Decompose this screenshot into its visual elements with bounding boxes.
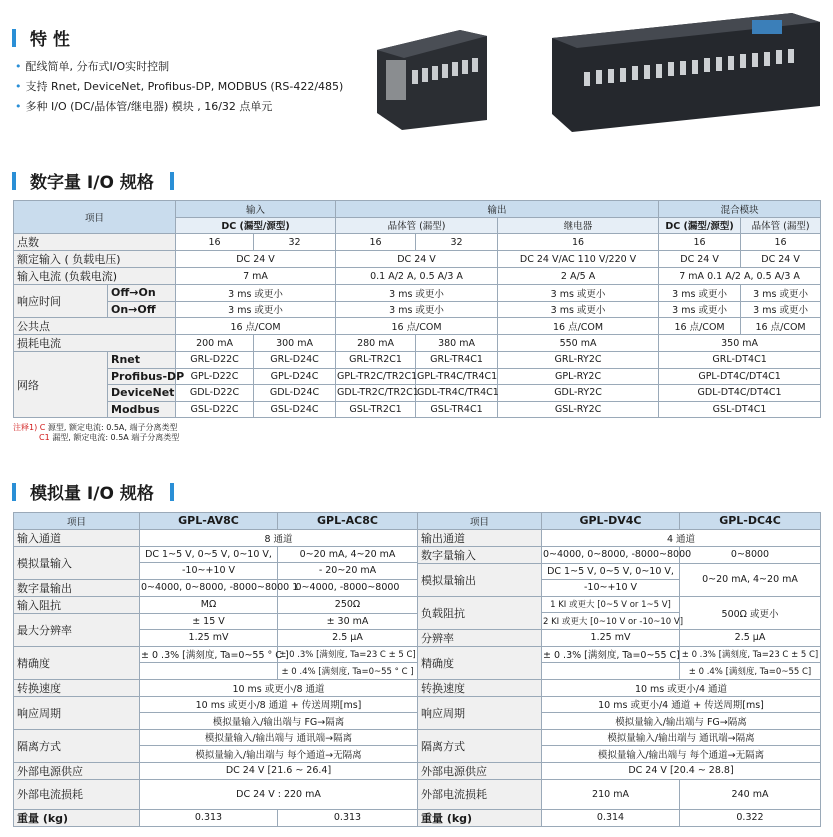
table-cell: ± 30 mA	[278, 613, 418, 630]
table-cell: 2 A/5 A	[498, 268, 659, 285]
table-cell: - 20~20 mA	[278, 563, 418, 580]
table-cell: 0.314	[542, 809, 680, 826]
table-cell: GSL-RY2C	[498, 401, 659, 418]
table-cell: GPL-D22C	[176, 368, 254, 385]
table-cell: GPL-D24C	[254, 368, 336, 385]
table-cell: 模拟量输入/输出端与 FG→隔离	[542, 713, 821, 730]
table-cell: 300 mA	[254, 335, 336, 352]
table-row	[14, 301, 821, 318]
table-cell: 2.5 μA	[278, 630, 418, 647]
table-cell: 3 ms 或更小	[176, 285, 336, 302]
table-cell: 7 mA 0.1 A/2 A, 0.5 A/3 A	[659, 268, 821, 285]
table-cell: 数字量输入	[418, 546, 542, 563]
table-cell: ± 15 V	[140, 613, 278, 630]
table-row	[14, 268, 821, 285]
table-cell: GRL-TR2C1	[336, 352, 416, 369]
table-cell: 模拟量输入/输出端与 FG→隔离	[140, 713, 418, 730]
features-list	[15, 57, 343, 117]
header-input: 输入	[176, 201, 336, 218]
feature-item: • 多种 I/O (DC/晶体管/继电器) 模块 , 16/32 点单元	[15, 97, 343, 117]
table-cell: 2.5 μA	[680, 629, 821, 646]
table-cell: 0~8000	[680, 546, 821, 563]
table-cell: ± 0 .3% [满刻度, Ta=0~55 C]	[542, 646, 680, 663]
table-row	[14, 729, 418, 746]
table-cell: 项目	[14, 513, 140, 530]
table-cell: 16 点/COM	[176, 318, 336, 335]
table-cell: 输出通道	[418, 529, 542, 546]
table-cell: 7 mA	[176, 268, 336, 285]
table-row	[418, 513, 821, 530]
table-row	[14, 385, 821, 402]
table-row	[14, 251, 821, 268]
table-cell: 模拟量输入/输出端与 每个通道→无隔离	[542, 746, 821, 763]
table-cell: GDL-D22C	[176, 385, 254, 402]
table-cell: 3 ms 或更小	[336, 285, 498, 302]
table-row	[14, 401, 821, 418]
table-cell: DC 24 V [20.4 ~ 28.8]	[542, 762, 821, 779]
table-cell: GDL-D24C	[254, 385, 336, 402]
header-mixed-dc: DC (漏型/源型)	[659, 217, 741, 234]
table-cell: ± 0 .3% [满刻度, Ta=23 C ± 5 C]	[278, 646, 418, 663]
table-cell: 分辨率	[418, 629, 542, 646]
table-cell: 网络	[14, 352, 108, 418]
table-cell: Profibus-DP	[108, 368, 176, 385]
table-cell: GRL-RY2C	[498, 352, 659, 369]
table-cell: 1 KΙ 或更大 [0~5 V or 1~5 V]	[542, 596, 680, 613]
table-cell: 280 mA	[336, 335, 416, 352]
table-row	[14, 285, 821, 302]
table-cell: GPL-TR4C/TR4C1	[416, 368, 498, 385]
table-row	[418, 762, 821, 779]
table-row	[418, 729, 821, 746]
header-mixed-tr: 晶体管 (漏型)	[741, 217, 821, 234]
table-cell: 输入电流 (负载电流)	[14, 268, 176, 285]
table-row	[14, 596, 418, 613]
analog-title: 模拟量 I/O 规格	[12, 479, 174, 504]
table-cell: 16 点/COM	[741, 318, 821, 335]
table-cell: 3 ms 或更小	[498, 285, 659, 302]
table-row	[418, 779, 821, 809]
table-cell: 转换速度	[14, 679, 140, 696]
table-cell: DC 24 V [21.6 ~ 26.4]	[140, 762, 418, 779]
table-cell: GPL-DT4C/DT4C1	[659, 368, 821, 385]
table-cell: GDL-RY2C	[498, 385, 659, 402]
table-cell: 10 ms 或更小/8 通道	[140, 679, 418, 696]
table-cell: DC 24 V	[176, 251, 336, 268]
header-output: 输出	[336, 201, 659, 218]
table-cell: 350 mA	[659, 335, 821, 352]
analog-input-table	[13, 512, 418, 827]
table-cell: DC 24 V	[336, 251, 498, 268]
table-cell: 500Ω 或更小	[680, 596, 821, 629]
table-cell: DC 24 V/AC 110 V/220 V	[498, 251, 659, 268]
table-cell: 精确度	[418, 646, 542, 679]
table-cell: 10 ms 或更小/4 通道	[542, 679, 821, 696]
table-cell: GDL-TR4C/TR4C1	[416, 385, 498, 402]
table-cell: 0~4000, 0~8000, -8000~8000 1	[140, 579, 278, 596]
table-cell: 3 ms 或更小	[741, 301, 821, 318]
table-cell: 550 mA	[498, 335, 659, 352]
table-cell: 32	[254, 234, 336, 251]
table-cell: 重量 (kg)	[14, 809, 140, 826]
table-cell: GPL-RY2C	[498, 368, 659, 385]
table-cell: DC 24 V	[741, 251, 821, 268]
table-cell: 0~4000, 0~8000, -8000~8000	[542, 546, 680, 563]
table-cell: DC 24 V	[659, 251, 741, 268]
table-cell: GSL-DT4C1	[659, 401, 821, 418]
analog-output-table	[417, 512, 821, 827]
table-row	[14, 696, 418, 713]
table-cell: 最大分辨率	[14, 613, 140, 646]
table-cell: 输入阻抗	[14, 596, 140, 613]
table-row	[14, 613, 418, 630]
feature-item: • 支持 Rnet, DeviceNet, Profibus-DP, MODBUS (RS-422/485)	[15, 77, 343, 97]
table-cell: 16 点/COM	[498, 318, 659, 335]
table-cell: 3 ms 或更小	[659, 285, 741, 302]
table-cell	[542, 663, 680, 680]
table-cell: 32	[416, 234, 498, 251]
table-row	[418, 596, 821, 613]
header-transistor: 晶体管 (漏型)	[336, 217, 498, 234]
table-row	[418, 679, 821, 696]
table-cell: GDL-DT4C/DT4C1	[659, 385, 821, 402]
table-row	[14, 779, 418, 809]
table-cell: 外部电流损耗	[14, 779, 140, 809]
table-cell: DeviceNet	[108, 385, 176, 402]
header-relay: 继电器	[498, 217, 659, 234]
table-cell: 模拟量输出	[418, 563, 542, 596]
table-cell: GPL-DV4C	[542, 513, 680, 530]
table-cell: 0~20 mA, 4~20 mA	[278, 546, 418, 563]
table-row	[418, 529, 821, 546]
header-mixed: 混合模块	[659, 201, 821, 218]
table-cell: 0.1 A/2 A, 0.5 A/3 A	[336, 268, 498, 285]
table-cell: 8 通道	[140, 529, 418, 546]
table-cell: On→Off	[108, 301, 176, 318]
table-cell: 250Ω	[278, 596, 418, 613]
table-cell: 隔离方式	[14, 729, 140, 762]
table-cell: 项目	[418, 513, 542, 530]
table-cell: 模拟量输入	[14, 546, 140, 579]
table-cell: 0.322	[680, 809, 821, 826]
table-cell: 16	[659, 234, 741, 251]
table-cell: 0.313	[278, 809, 418, 826]
table-cell: 响应时间	[14, 285, 108, 318]
table-row	[418, 696, 821, 713]
table-cell	[140, 663, 278, 680]
table-cell: ± 0 .4% [满刻度, Ta=0~55 C]	[680, 663, 821, 680]
table-cell: 210 mA	[542, 779, 680, 809]
digital-notes: 注释1) C 源型, 额定电流: 0.5A, 端子分离类型 C1 漏型, 额定电流: 0.5A 端子分离类型	[13, 423, 180, 442]
header-dc: DC (漏型/源型)	[176, 217, 336, 234]
table-cell: -10~+10 V	[542, 580, 680, 597]
table-row	[418, 646, 821, 663]
table-cell: MΩ	[140, 596, 278, 613]
table-cell: 外部电源供应	[418, 762, 542, 779]
table-row	[14, 762, 418, 779]
table-cell: 16	[498, 234, 659, 251]
table-row	[14, 368, 821, 385]
feature-item: • 配线简单, 分布式I/O实时控制	[15, 57, 343, 77]
table-cell: 10 ms 或更小/8 通道 + 传送周期[ms]	[140, 696, 418, 713]
table-cell: GRL-DT4C1	[659, 352, 821, 369]
table-row	[14, 529, 418, 546]
table-cell: 精确度	[14, 646, 140, 679]
table-cell: 隔离方式	[418, 729, 542, 762]
table-cell: 1.25 mV	[542, 629, 680, 646]
table-cell: 16	[741, 234, 821, 251]
table-cell: GSL-D24C	[254, 401, 336, 418]
features-title: 特 性	[12, 25, 70, 50]
table-cell: 模拟量输入/输出端与 通讯端→隔离	[140, 729, 418, 746]
table-row	[418, 563, 821, 580]
digital-title: 数字量 I/O 规格	[12, 168, 174, 193]
table-cell: 公共点	[14, 318, 176, 335]
table-cell: 输入通道	[14, 529, 140, 546]
table-cell: 数字量输出	[14, 579, 140, 596]
table-cell: 响应周期	[14, 696, 140, 729]
table-cell: 模拟量输入/输出端与 每个通道→无隔离	[140, 746, 418, 763]
table-cell: 10 ms 或更小/4 通道 + 传送周期[ms]	[542, 696, 821, 713]
table-cell: GPL-TR2C/TR2C1	[336, 368, 416, 385]
table-cell: GDL-TR2C/TR2C1	[336, 385, 416, 402]
table-row	[418, 629, 821, 646]
product-photo	[372, 8, 822, 132]
table-cell: 点数	[14, 234, 176, 251]
table-cell: 模拟量输入/输出端与 通讯端→隔离	[542, 729, 821, 746]
table-cell: GPL-AV8C	[140, 513, 278, 530]
table-cell: GPL-AC8C	[278, 513, 418, 530]
table-cell: 380 mA	[416, 335, 498, 352]
table-row	[14, 809, 418, 826]
table-cell: GSL-TR2C1	[336, 401, 416, 418]
table-cell: -10~+10 V	[140, 563, 278, 580]
table-cell: 外部电流损耗	[418, 779, 542, 809]
table-row	[14, 335, 821, 352]
table-cell: ± 0 .3% [满刻度, Ta=23 C ± 5 C]	[680, 646, 821, 663]
table-cell: Off→On	[108, 285, 176, 302]
table-cell: 0~4000, -8000~8000	[278, 579, 418, 596]
table-cell: ± 0 .4% [满刻度, Ta=0~55 ° C ]	[278, 663, 418, 680]
table-cell: 3 ms 或更小	[741, 285, 821, 302]
table-cell: 2 KΙ 或更大 [0~10 V or -10~10 V]	[542, 613, 680, 630]
table-cell: GSL-D22C	[176, 401, 254, 418]
table-cell: 16 点/COM	[659, 318, 741, 335]
table-cell: 响应周期	[418, 696, 542, 729]
table-cell: 3 ms 或更小	[498, 301, 659, 318]
table-row	[14, 679, 418, 696]
table-cell: Rnet	[108, 352, 176, 369]
table-cell: 外部电源供应	[14, 762, 140, 779]
table-cell: DC 1~5 V, 0~5 V, 0~10 V,	[542, 563, 680, 580]
table-cell: GPL-DC4C	[680, 513, 821, 530]
table-cell: 3 ms 或更小	[336, 301, 498, 318]
table-cell: 转换速度	[418, 679, 542, 696]
table-cell: Modbus	[108, 401, 176, 418]
table-cell: GSL-TR4C1	[416, 401, 498, 418]
table-cell: GRL-D22C	[176, 352, 254, 369]
table-cell: 0~20 mA, 4~20 mA	[680, 563, 821, 596]
table-cell: 16	[176, 234, 254, 251]
table-cell: GRL-TR4C1	[416, 352, 498, 369]
table-cell: 16	[336, 234, 416, 251]
table-row	[14, 579, 418, 596]
table-row	[418, 809, 821, 826]
header-item: 项目	[14, 201, 176, 234]
table-row	[14, 546, 418, 563]
table-cell: 3 ms 或更小	[659, 301, 741, 318]
table-cell: ± 0 .3% [满刻度, Ta=0~55 ° C ]	[140, 646, 278, 663]
table-cell: 额定输入 ( 负载电压)	[14, 251, 176, 268]
table-row	[14, 646, 418, 663]
table-cell: 损耗电流	[14, 335, 176, 352]
table-row	[14, 318, 821, 335]
table-cell: 16 点/COM	[336, 318, 498, 335]
table-cell: GRL-D24C	[254, 352, 336, 369]
table-row	[14, 234, 821, 251]
table-row	[418, 546, 821, 563]
table-cell: DC 24 V : 220 mA	[140, 779, 418, 809]
table-cell: 200 mA	[176, 335, 254, 352]
table-cell: 3 ms 或更小	[176, 301, 336, 318]
table-cell: 4 通道	[542, 529, 821, 546]
digital-spec-table	[13, 200, 821, 418]
table-row	[14, 513, 418, 530]
table-cell: 240 mA	[680, 779, 821, 809]
table-cell: 重量 (kg)	[418, 809, 542, 826]
table-cell: 1.25 mV	[140, 630, 278, 647]
table-cell: DC 1~5 V, 0~5 V, 0~10 V,	[140, 546, 278, 563]
table-row	[14, 352, 821, 369]
table-cell: 0.313	[140, 809, 278, 826]
table-row	[14, 201, 821, 218]
table-cell: 负载阻抗	[418, 596, 542, 629]
